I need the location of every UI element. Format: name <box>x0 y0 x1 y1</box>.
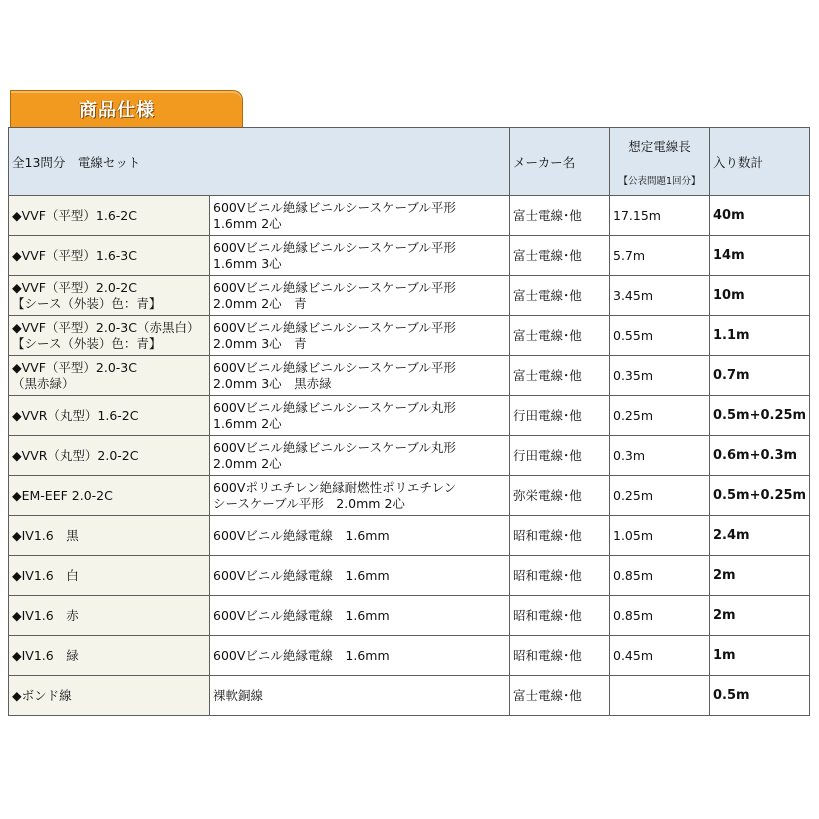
length-cell <box>610 516 710 556</box>
description-cell <box>210 556 510 596</box>
estimated-length: 0.85m <box>613 607 654 623</box>
maker-cell <box>510 276 610 316</box>
qty-cell <box>710 436 810 476</box>
description-line-2: 2.0mm 2心 <box>213 455 282 471</box>
description-line-1: 600Vビニル絶縁ビニルシースケーブル平形 <box>213 279 456 295</box>
description-line-1: 600Vビニル絶縁ビニルシースケーブル平形 <box>213 359 456 375</box>
maker-cell <box>510 476 610 516</box>
quantity-total: 0.5m+0.25m <box>713 487 807 503</box>
product-name-cell <box>9 356 210 396</box>
description-cell <box>210 276 510 316</box>
length-cell <box>610 236 710 276</box>
table-row <box>9 596 810 636</box>
description-line-1: 600Vビニル絶縁ビニルシースケーブル平形 <box>213 199 456 215</box>
estimated-length: 0.25m <box>613 487 654 503</box>
qty-cell <box>710 596 810 636</box>
section-title: 商品仕様 <box>79 100 155 121</box>
description-line-2: シースケーブル平形 2.0mm 2心 <box>213 495 405 511</box>
product-name: ◆IV1.6 白 <box>12 567 79 583</box>
qty-cell <box>710 276 810 316</box>
product-subname: （黒赤緑） <box>12 375 75 391</box>
maker-name: 富士電線･他 <box>513 687 582 703</box>
qty-cell <box>710 316 810 356</box>
maker-cell <box>510 516 610 556</box>
description-line-1: 600Vビニル絶縁電線 1.6mm <box>213 567 390 583</box>
spec-table <box>8 127 810 716</box>
estimated-length: 5.7m <box>613 247 646 263</box>
maker-cell <box>510 356 610 396</box>
estimated-length: 17.15m <box>613 207 661 223</box>
qty-cell <box>710 476 810 516</box>
description-line-1: 600Vポリエチレン絶縁耐燃性ポリエチレン <box>213 479 457 495</box>
maker-cell <box>510 636 610 676</box>
description-cell <box>210 236 510 276</box>
length-cell <box>610 636 710 676</box>
description-cell <box>210 676 510 716</box>
length-cell <box>610 356 710 396</box>
description-cell <box>210 316 510 356</box>
maker-name: 行田電線･他 <box>513 447 582 463</box>
product-name-cell <box>9 316 210 356</box>
maker-cell <box>510 236 610 276</box>
header-set-label: 全13問分 電線セット <box>9 128 510 196</box>
table-row <box>9 676 810 716</box>
quantity-total: 2m <box>713 607 736 623</box>
product-name-cell <box>9 556 210 596</box>
product-name-cell <box>9 276 210 316</box>
table-row <box>9 436 810 476</box>
product-name-cell <box>9 596 210 636</box>
maker-cell <box>510 596 610 636</box>
header-maker: メーカー名 <box>510 128 610 196</box>
quantity-total: 40m <box>713 207 745 223</box>
product-name-cell <box>9 236 210 276</box>
description-line-1: 600Vビニル絶縁ビニルシースケーブル平形 <box>213 239 456 255</box>
maker-name: 昭和電線･他 <box>513 607 582 623</box>
product-name: ◆ボンド線 <box>12 687 72 703</box>
estimated-length: 0.3m <box>613 447 646 463</box>
table-row <box>9 196 810 236</box>
maker-name: 富士電線･他 <box>513 327 582 343</box>
estimated-length: 0.45m <box>613 647 654 663</box>
description-line-1: 600Vビニル絶縁電線 1.6mm <box>213 607 390 623</box>
maker-cell <box>510 556 610 596</box>
description-cell <box>210 516 510 556</box>
description-line-1: 600Vビニル絶縁電線 1.6mm <box>213 527 390 543</box>
description-line-1: 600Vビニル絶縁ビニルシースケーブル丸形 <box>213 439 456 455</box>
table-row <box>9 636 810 676</box>
product-name-cell <box>9 676 210 716</box>
product-name: ◆IV1.6 赤 <box>12 607 79 623</box>
product-name: ◆VVF（平型）2.0-3C（赤黒白） <box>12 319 200 335</box>
length-cell <box>610 196 710 236</box>
product-name: ◆VVR（丸型）1.6-2C <box>12 407 139 423</box>
length-cell <box>610 436 710 476</box>
product-name: ◆VVF（平型）2.0-3C <box>12 359 137 375</box>
quantity-total: 0.5m+0.25m <box>713 407 807 423</box>
estimated-length: 0.55m <box>613 327 654 343</box>
quantity-total: 1m <box>713 647 736 663</box>
quantity-total: 10m <box>713 287 745 303</box>
maker-name: 富士電線･他 <box>513 207 582 223</box>
description-line-1: 裸軟銅線 <box>213 687 264 703</box>
header-length <box>610 128 710 196</box>
quantity-total: 14m <box>713 247 745 263</box>
qty-cell <box>710 676 810 716</box>
product-name: ◆VVF（平型）2.0-2C <box>12 279 137 295</box>
header-length-note: 【公表問題1回分】 <box>618 175 701 187</box>
maker-name: 富士電線･他 <box>513 367 582 383</box>
maker-name: 昭和電線･他 <box>513 527 582 543</box>
length-cell <box>610 676 710 716</box>
table-header-row <box>9 128 810 196</box>
product-name: ◆IV1.6 緑 <box>12 647 79 663</box>
length-cell <box>610 596 710 636</box>
maker-cell <box>510 676 610 716</box>
estimated-length: 0.35m <box>613 367 654 383</box>
maker-name: 弥栄電線･他 <box>513 487 582 503</box>
quantity-total: 1.1m <box>713 327 750 343</box>
product-name-cell <box>9 196 210 236</box>
length-cell <box>610 396 710 436</box>
maker-cell <box>510 316 610 356</box>
quantity-total: 2m <box>713 567 736 583</box>
description-cell <box>210 196 510 236</box>
length-cell <box>610 276 710 316</box>
length-cell <box>610 316 710 356</box>
quantity-total: 2.4m <box>713 527 750 543</box>
quantity-total: 0.7m <box>713 367 750 383</box>
qty-cell <box>710 236 810 276</box>
maker-name: 富士電線･他 <box>513 287 582 303</box>
description-cell <box>210 596 510 636</box>
description-cell <box>210 476 510 516</box>
description-line-2: 2.0mm 3心 黒赤緑 <box>213 375 332 391</box>
description-line-1: 600Vビニル絶縁電線 1.6mm <box>213 647 390 663</box>
product-name-cell <box>9 516 210 556</box>
maker-name: 行田電線･他 <box>513 407 582 423</box>
table-row <box>9 476 810 516</box>
maker-name: 富士電線･他 <box>513 247 582 263</box>
maker-cell <box>510 396 610 436</box>
length-cell <box>610 476 710 516</box>
section-tab <box>10 90 243 127</box>
quantity-total: 0.5m <box>713 687 750 703</box>
table-row <box>9 316 810 356</box>
maker-name: 昭和電線･他 <box>513 567 582 583</box>
description-cell <box>210 436 510 476</box>
table-row <box>9 356 810 396</box>
description-cell <box>210 636 510 676</box>
qty-cell <box>710 196 810 236</box>
product-name-cell <box>9 636 210 676</box>
product-name: ◆IV1.6 黒 <box>12 527 79 543</box>
qty-cell <box>710 356 810 396</box>
description-line-2: 2.0mm 3心 青 <box>213 335 307 351</box>
maker-cell <box>510 196 610 236</box>
product-name: ◆VVR（丸型）2.0-2C <box>12 447 139 463</box>
product-name-cell <box>9 396 210 436</box>
estimated-length: 1.05m <box>613 527 654 543</box>
maker-cell <box>510 436 610 476</box>
table-row <box>9 516 810 556</box>
product-name: ◆EM-EEF 2.0-2C <box>12 487 113 503</box>
qty-cell <box>710 556 810 596</box>
product-name-cell <box>9 436 210 476</box>
estimated-length: 0.85m <box>613 567 654 583</box>
qty-cell <box>710 396 810 436</box>
estimated-length: 3.45m <box>613 287 654 303</box>
estimated-length: 0.25m <box>613 407 654 423</box>
length-cell <box>610 556 710 596</box>
header-qty: 入り数計 <box>710 128 810 196</box>
qty-cell <box>710 516 810 556</box>
product-name: ◆VVF（平型）1.6-3C <box>12 247 137 263</box>
description-cell <box>210 396 510 436</box>
qty-cell <box>710 636 810 676</box>
description-line-1: 600Vビニル絶縁ビニルシースケーブル平形 <box>213 319 456 335</box>
table-row <box>9 396 810 436</box>
maker-name: 昭和電線･他 <box>513 647 582 663</box>
table-row <box>9 236 810 276</box>
description-cell <box>210 356 510 396</box>
description-line-2: 1.6mm 2心 <box>213 215 282 231</box>
description-line-1: 600Vビニル絶縁ビニルシースケーブル丸形 <box>213 399 456 415</box>
description-line-2: 1.6mm 2心 <box>213 415 282 431</box>
table-row <box>9 276 810 316</box>
product-name: ◆VVF（平型）1.6-2C <box>12 207 137 223</box>
product-subname: 【シース（外装）色：青】 <box>12 295 162 311</box>
description-line-2: 2.0mm 2心 青 <box>213 295 307 311</box>
product-subname: 【シース（外装）色：青】 <box>12 335 162 351</box>
header-length-label: 想定電線長 <box>628 138 691 154</box>
quantity-total: 0.6m+0.3m <box>713 447 798 463</box>
description-line-2: 1.6mm 3心 <box>213 255 282 271</box>
table-row <box>9 556 810 596</box>
product-name-cell <box>9 476 210 516</box>
